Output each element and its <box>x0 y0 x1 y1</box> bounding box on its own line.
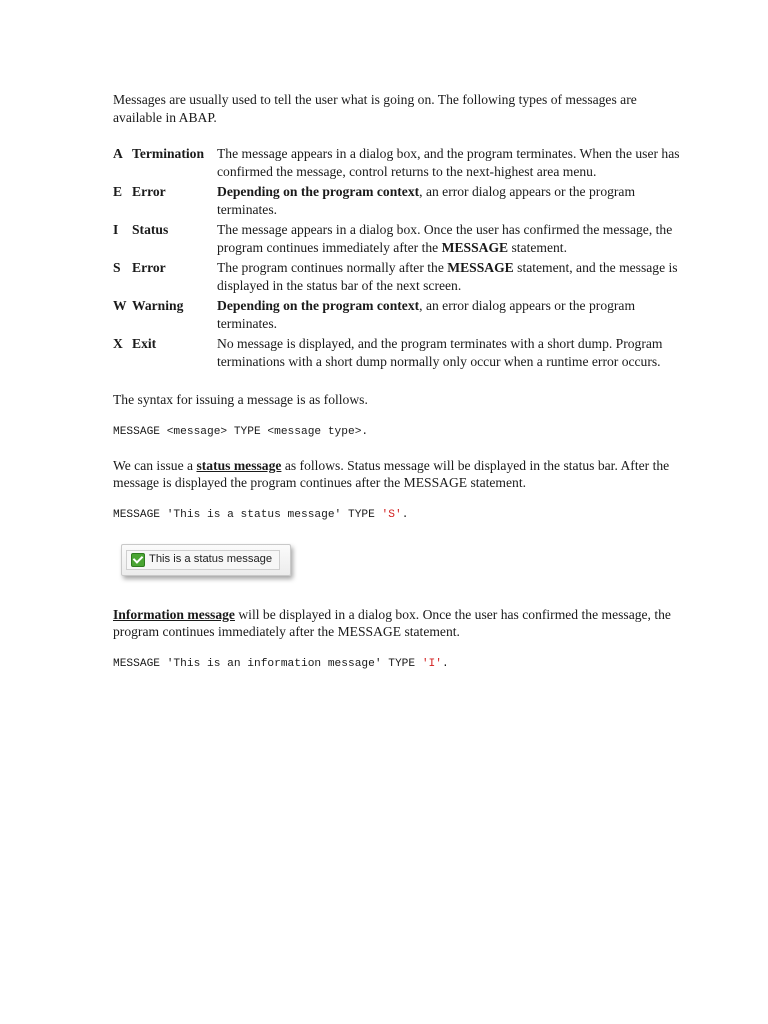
type-row-s <box>113 259 685 297</box>
type-row-x <box>113 335 685 373</box>
code-literal: 'I' <box>421 657 442 670</box>
type-description: Depending on the program context, an error dialog appears or the program terminates. <box>217 184 636 217</box>
type-row-a <box>113 145 685 183</box>
type-row-w <box>113 297 685 335</box>
type-name: Status <box>132 222 169 237</box>
type-name: Exit <box>132 336 157 351</box>
type-letter: E <box>113 184 123 199</box>
message-types-table <box>113 145 685 373</box>
type-name: Error <box>132 184 166 199</box>
information-message-term: Information message <box>113 606 235 622</box>
type-letter: X <box>113 336 123 351</box>
status-bar-screenshot <box>121 544 293 581</box>
type-description: The message appears in a dialog box. Once the user has confirmed the message, the program continues immediately after the MESSAGE statement. <box>217 222 673 255</box>
type-name: Error <box>132 260 166 275</box>
type-letter: I <box>113 222 119 237</box>
type-letter: W <box>113 298 127 313</box>
type-name: Termination <box>132 146 205 161</box>
status-bar-message <box>126 550 280 570</box>
type-letter: A <box>113 146 123 161</box>
syntax-code: MESSAGE <message> TYPE <message type>. <box>113 425 369 438</box>
intro-paragraph: Messages are usually used to tell the user what is going on. The following types of messages are available in ABAP. <box>113 92 637 125</box>
type-description: The message appears in a dialog box, and the program terminates. When the user has confirmed the message, control returns to the next-highest area menu. <box>217 146 680 179</box>
syntax-paragraph: The syntax for issuing a message is as follows. <box>113 392 368 407</box>
code-literal: 'S' <box>381 508 402 521</box>
type-description: No message is displayed, and the program terminates with a short dump. Program terminations with a short dump normally only occur when a runtime error occurs. <box>217 336 663 369</box>
status-bar-text: This is a status message <box>149 552 273 565</box>
status-paragraph: We can issue a status message as follows. Status message will be displayed in the status bar. After the message is displayed the program continues after the MESSAGE statement. <box>113 457 670 490</box>
document-page <box>113 91 685 671</box>
type-row-e <box>113 183 685 221</box>
type-name: Warning <box>132 298 184 313</box>
check-icon <box>131 553 145 567</box>
status-code: MESSAGE 'This is a status message' TYPE 'S'. <box>113 508 409 521</box>
status-message-term: status message <box>196 457 282 473</box>
type-letter: S <box>113 260 121 275</box>
info-paragraph: Information message will be displayed in a dialog box. Once the user has confirmed the message, the program continues immediately after the MESSAGE statement. <box>113 606 671 639</box>
type-row-i <box>113 221 685 259</box>
type-description: Depending on the program context, an error dialog appears or the program terminates. <box>217 298 636 331</box>
info-code: MESSAGE 'This is an information message' TYPE 'I'. <box>113 657 449 670</box>
type-description: The program continues normally after the MESSAGE statement, and the message is displayed in the status bar of the next screen. <box>217 260 678 293</box>
